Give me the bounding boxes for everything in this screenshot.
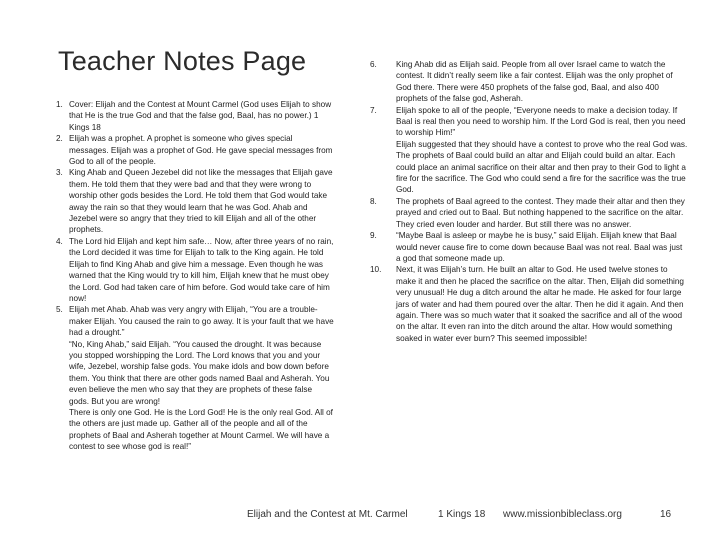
- note-item: [56, 167, 334, 235]
- note-text: There is only one God. He is the Lord God! He is the only real God. All of the others are just made up. Gather all of the people and all of the prophets of Baal and Asherah together at Mount Carmel. We will have a contest to see whose god is real!”: [69, 407, 333, 452]
- note-number: 2.: [56, 134, 63, 144]
- note-number: 1.: [56, 100, 63, 109]
- note-number: 7.: [370, 105, 377, 115]
- footer-scripture-reference: 1 Kings 18: [438, 509, 486, 520]
- footer-website: www.missionbibleclass.org: [503, 509, 622, 520]
- note-item: [370, 105, 688, 196]
- footer-lesson-title: Elijah and the Contest at Mt. Carmel: [247, 509, 408, 520]
- note-item: [56, 236, 334, 304]
- note-text: King Ahab did as Elijah said. People from all over Israel came to watch the contest. It didn’t really seem like a fair contest. Elijah was the only prophet of God there. There were 450 prophets of the false god, Baal, and also 400 prophets of the false god, Asherah.: [396, 60, 673, 104]
- note-text: Next, it was Elijah’s turn. He built an altar to God. He used twelve stones to make it and then he placed the sacrifice on the altar. Then, Elijah did something very unusual! He dug a ditch around the altar he made. He asked for four large jars of water and had them poured over the altar. Then he did it again. And then again. There was so much water that it soaked the sacrifice and all of the wood on the altar. It even ran into the ditch around the altar. How would something soaked in water ever burn? This seemed impossible!: [396, 265, 684, 343]
- note-number: 3.: [56, 168, 63, 178]
- note-item: [56, 133, 334, 167]
- slide-footer: [0, 509, 720, 523]
- note-number: 9.: [370, 231, 377, 241]
- note-text: The prophets of Baal agreed to the contest. They made their altar and then they prayed and cried out to Baal. But nothing happened to the sacrifice on the altar. They cried even louder and harder. But still there was no answer.: [396, 196, 685, 229]
- note-text: The Lord hid Elijah and kept him safe… Now, after three years of no rain, the Lord decided it was time for Elijah to talk to the King again. He told Elijah to find King Ahab and give him a message. Even though he was warned that the King would try to kill him, Elijah knew that he must obey the Lord. God had taken care of him before. God would take care of him now!: [69, 236, 334, 303]
- note-number: 4.: [56, 236, 63, 246]
- note-text: Elijah spoke to all of the people, “Everyone needs to make a decision today. If Baal is real then you need to worship him. If the Lord God is real, then you need to worship Him!”: [396, 105, 686, 138]
- page-number: 16: [660, 509, 672, 520]
- note-text: “No, King Ahab,” said Elijah. “You caused the drought. It was because you stopped worshipping the Lord. The Lord knows that you and your wife, Jezebel, worship false gods. You make idols and bow down before them. You think that there are other gods named Baal and Asherah. You even believe the men who say that they are prophets of these false gods. But you are wrong!: [69, 339, 330, 406]
- note-item: [56, 304, 334, 452]
- note-number: 10.: [370, 265, 382, 275]
- note-number: 5.: [56, 305, 63, 315]
- notes-left-column: [56, 99, 334, 453]
- note-item: [370, 230, 688, 264]
- note-text: Elijah suggested that they should have a contest to prove who the real God was. The prophets of Baal could build an altar and Elijah could build an altar. Each could place an animal sacrifice on their altar and then pray to their God to light a fire for the sacrifice. The God who could send a fire for the sacrifice was the true God.: [396, 139, 688, 195]
- note-number: 8.: [370, 196, 377, 206]
- note-item: [56, 99, 334, 133]
- notes-right-column: [370, 59, 688, 344]
- note-text: Elijah met Ahab. Ahab was very angry with Elijah, “You are a trouble-maker Elijah. You caused the rain to go away. It is your fault that we have had a drought.”: [69, 305, 334, 338]
- note-item: [370, 264, 688, 344]
- note-text: King Ahab and Queen Jezebel did not like the messages that Elijah gave them. He told them that they were bad and that they were wrong to worship other gods besides the Lord. He told them that God would take away the rain so that they would learn that he was God. Ahab and Jezebel were so angry that they tried to kill Elijah and all of the other prophets.: [69, 168, 333, 235]
- note-text: Cover: Elijah and the Contest at Mount Carmel (God uses Elijah to show that He is the true God and that the false god, Baal, has no power.) 1 Kings 18: [69, 100, 332, 132]
- note-text: “Maybe Baal is asleep or maybe he is busy,” said Elijah. Elijah knew that Baal would never cause fire to come down because Baal was not real. Baal was just a god that someone made up.: [396, 231, 683, 263]
- note-text: Elijah was a prophet. A prophet is someone who gives special messages. Elijah was a prophet of God. He gave special messages from God to all of the people.: [69, 134, 333, 167]
- note-number: 6.: [370, 60, 377, 69]
- note-item: [370, 196, 688, 230]
- page-title: Teacher Notes Page: [58, 46, 307, 76]
- note-item: [370, 59, 688, 105]
